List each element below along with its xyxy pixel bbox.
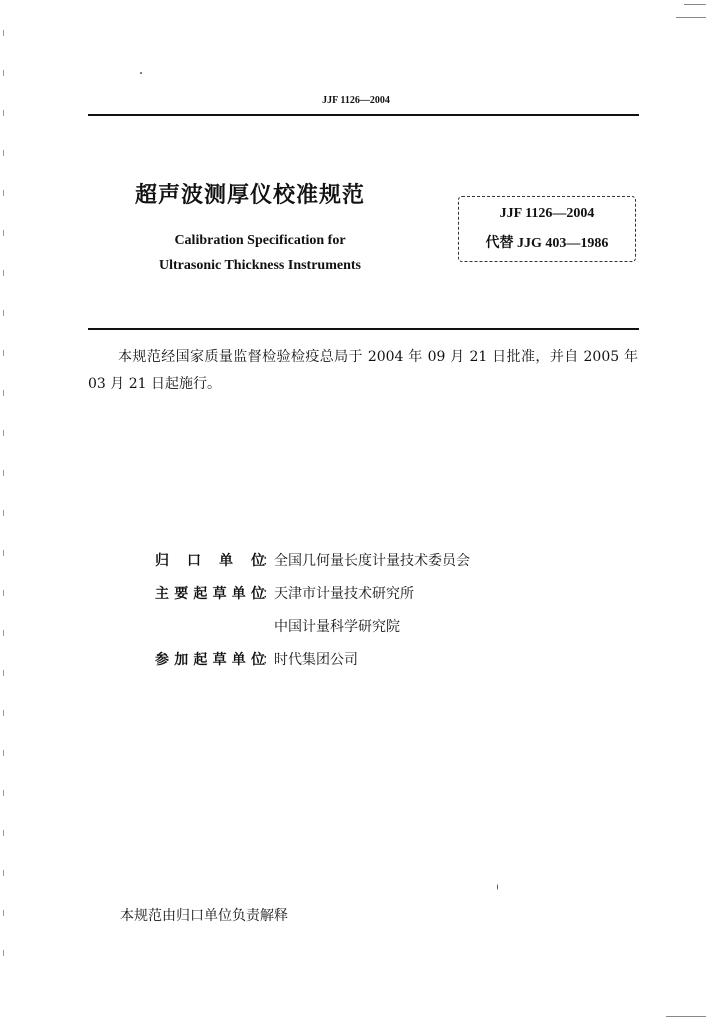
label-colon: ：: [262, 553, 276, 569]
section-divider: [88, 328, 639, 330]
responsible-unit-value: 全国几何量长度计量技术委员会: [274, 553, 470, 569]
replaces-standard: 代替 JJG 403—1986: [485, 236, 609, 251]
title-english-line1: Calibration Specification for: [174, 233, 346, 248]
main-drafter-2: 中国计量科学研究院: [274, 619, 400, 635]
responsible-unit-label: 归 口 单 位: [155, 553, 265, 569]
title-chinese: 超声波测厚仪校准规范: [135, 183, 366, 208]
scan-edge-mark: [666, 1016, 706, 1017]
footer-note: 本规范由归口单位负责解释: [120, 908, 288, 924]
scan-speck: [497, 884, 498, 890]
participating-drafter-value: 时代集团公司: [274, 652, 358, 668]
standard-number: JJF 1126—2004: [499, 206, 595, 221]
participating-drafters-label: 参加起草单位: [155, 652, 265, 668]
label-colon: ：: [262, 586, 276, 602]
scan-edge-mark: [684, 4, 706, 5]
title-english-line2: Ultrasonic Thickness Instruments: [159, 258, 361, 273]
scan-left-edge: [3, 30, 4, 990]
header-standard-code: JJF 1126—2004: [322, 95, 390, 106]
label-colon: ：: [262, 652, 276, 668]
main-drafter-1: 天津市计量技术研究所: [274, 586, 414, 602]
standard-number-box: [458, 196, 636, 262]
main-drafters-label: 主要起草单位: [155, 586, 265, 602]
approval-paragraph: 本规范经国家质量监督检验检疫总局于 2004 年 09 月 21 日批准，并自 2005 年 03 月 21 日起施行。: [88, 349, 638, 392]
scan-speck: [140, 72, 142, 74]
scan-edge-mark: [676, 17, 706, 18]
header-rule: [88, 114, 639, 116]
